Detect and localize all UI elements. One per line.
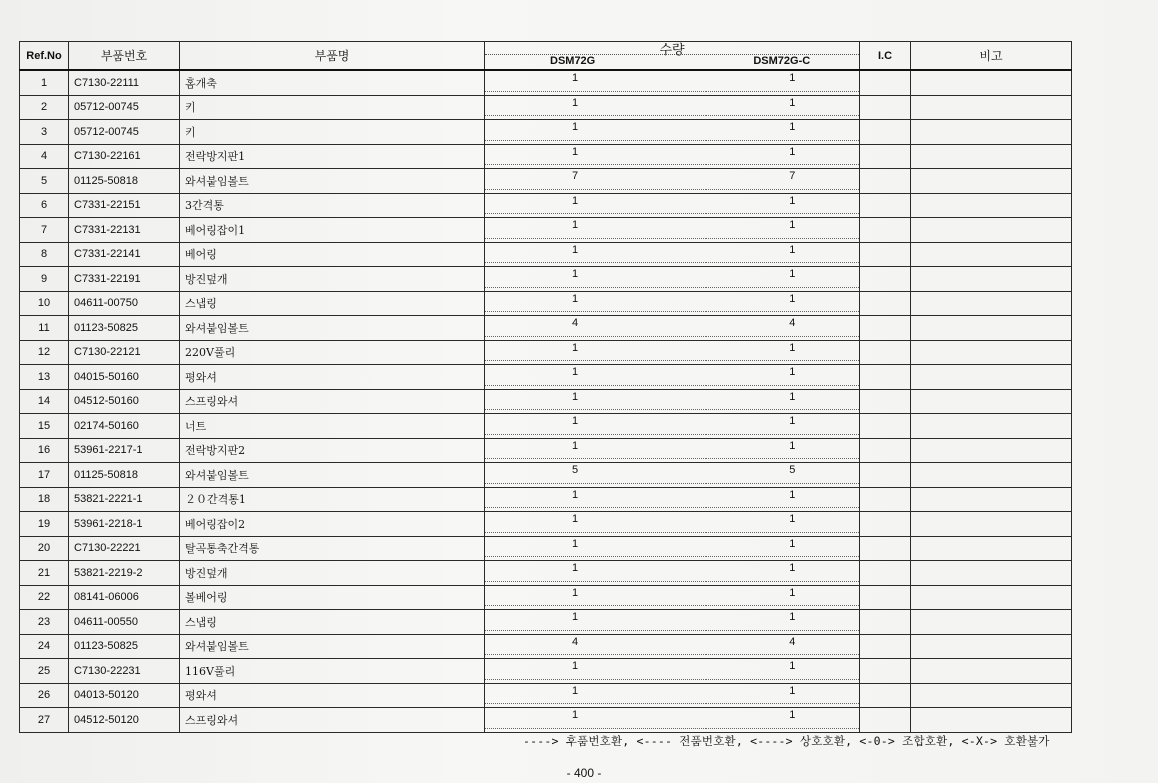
interchangeability-legend: ----> 후품번호환, <---- 전품번호환, <----> 상호호환, <-0-> 조합호환, <-X-> 호환불가 [523, 734, 1050, 748]
part-name-cell: 스프링와셔 [180, 708, 485, 733]
remarks-cell [911, 316, 1072, 341]
remarks-cell [911, 70, 1072, 95]
part-number-cell: 04512-50120 [69, 708, 180, 733]
remarks-cell [911, 120, 1072, 145]
ref-no-cell: 14 [20, 389, 69, 414]
ref-no-cell: 2 [20, 95, 69, 120]
quantity-model-1: 1 [485, 342, 706, 362]
table-row [20, 438, 1072, 463]
table-row [20, 512, 1072, 537]
quantity-model-1: 1 [485, 244, 706, 264]
part-name-cell: 220V풀리 [180, 340, 485, 365]
ic-cell [860, 634, 911, 659]
part-name-cell: 전락방지판2 [180, 438, 485, 463]
quantity-cell [485, 389, 860, 414]
header-remarks: 비고 [911, 42, 1072, 71]
ref-no-cell: 21 [20, 561, 69, 586]
ref-no-cell: 3 [20, 120, 69, 145]
quantity-cell [485, 683, 860, 708]
ref-no-cell: 25 [20, 659, 69, 684]
part-number-cell: 01125-50818 [69, 169, 180, 194]
ic-cell [860, 512, 911, 537]
quantity-model-2: 1 [706, 489, 860, 509]
remarks-cell [911, 242, 1072, 267]
part-name-cell: 평와셔 [180, 365, 485, 390]
ic-cell [860, 438, 911, 463]
part-number-cell: C7130-22221 [69, 536, 180, 561]
ic-cell [860, 144, 911, 169]
part-number-cell: C7130-22161 [69, 144, 180, 169]
remarks-cell [911, 95, 1072, 120]
part-name-cell: 전락방지판1 [180, 144, 485, 169]
header-part-number: 부품번호 [69, 42, 180, 71]
table-row [20, 659, 1072, 684]
quantity-model-1: 1 [485, 366, 706, 386]
table-row [20, 536, 1072, 561]
part-name-cell: 와셔붙임볼트 [180, 634, 485, 659]
remarks-cell [911, 536, 1072, 561]
part-number-cell: 04512-50160 [69, 389, 180, 414]
quantity-cell [485, 536, 860, 561]
quantity-cell [485, 634, 860, 659]
table-row [20, 463, 1072, 488]
quantity-model-2: 1 [706, 342, 860, 362]
ic-cell [860, 120, 911, 145]
ref-no-cell: 11 [20, 316, 69, 341]
ref-no-cell: 9 [20, 267, 69, 292]
part-number-cell: C7331-22151 [69, 193, 180, 218]
quantity-cell [485, 144, 860, 169]
header-model-2: DSM72G-C [753, 55, 811, 67]
part-name-cell: 키 [180, 120, 485, 145]
quantity-cell [485, 291, 860, 316]
ic-cell [860, 95, 911, 120]
remarks-cell [911, 193, 1072, 218]
remarks-cell [911, 438, 1072, 463]
quantity-model-2: 1 [706, 513, 860, 533]
quantity-cell [485, 585, 860, 610]
part-number-cell: C7331-22141 [69, 242, 180, 267]
ref-no-cell: 4 [20, 144, 69, 169]
table-row [20, 291, 1072, 316]
table-row [20, 267, 1072, 292]
table-row [20, 634, 1072, 659]
remarks-cell [911, 340, 1072, 365]
ref-no-cell: 26 [20, 683, 69, 708]
parts-table [19, 41, 1072, 733]
part-name-cell: 평와셔 [180, 683, 485, 708]
part-name-cell: ２０간격통1 [180, 487, 485, 512]
remarks-cell [911, 365, 1072, 390]
quantity-cell [485, 414, 860, 439]
quantity-model-1: 1 [485, 146, 706, 166]
remarks-cell [911, 169, 1072, 194]
ref-no-cell: 22 [20, 585, 69, 610]
remarks-cell [911, 683, 1072, 708]
part-number-cell: C7130-22231 [69, 659, 180, 684]
part-name-cell: 와셔붙임볼트 [180, 316, 485, 341]
header-quantity [485, 42, 860, 71]
quantity-cell [485, 120, 860, 145]
part-number-cell: 04013-50120 [69, 683, 180, 708]
ic-cell [860, 218, 911, 243]
quantity-model-1: 1 [485, 440, 706, 460]
ref-no-cell: 12 [20, 340, 69, 365]
header-model-1: DSM72G [550, 55, 596, 67]
table-row [20, 70, 1072, 95]
remarks-cell [911, 708, 1072, 733]
header-ref-no: Ref.No [20, 42, 69, 71]
quantity-cell [485, 512, 860, 537]
quantity-cell [485, 610, 860, 635]
part-number-cell: 04611-00750 [69, 291, 180, 316]
ref-no-cell: 20 [20, 536, 69, 561]
remarks-cell [911, 634, 1072, 659]
part-name-cell: 베어링 [180, 242, 485, 267]
quantity-cell [485, 95, 860, 120]
ref-no-cell: 7 [20, 218, 69, 243]
quantity-model-1: 1 [485, 195, 706, 215]
remarks-cell [911, 561, 1072, 586]
quantity-cell [485, 438, 860, 463]
ic-cell [860, 193, 911, 218]
ref-no-cell: 15 [20, 414, 69, 439]
header-models [485, 54, 859, 67]
quantity-model-1: 5 [485, 464, 706, 484]
quantity-model-2: 1 [706, 562, 860, 582]
part-name-cell: 키 [180, 95, 485, 120]
part-name-cell: 방진덮개 [180, 267, 485, 292]
remarks-cell [911, 487, 1072, 512]
quantity-model-1: 4 [485, 636, 706, 656]
table-body [20, 70, 1072, 732]
quantity-model-1: 1 [485, 513, 706, 533]
part-name-cell: 베어링잡이1 [180, 218, 485, 243]
table-row [20, 708, 1072, 733]
ref-no-cell: 24 [20, 634, 69, 659]
quantity-cell [485, 708, 860, 733]
part-name-cell: 너트 [180, 414, 485, 439]
ref-no-cell: 19 [20, 512, 69, 537]
quantity-model-1: 4 [485, 317, 706, 337]
quantity-model-1: 1 [485, 97, 706, 117]
table-row [20, 218, 1072, 243]
quantity-cell [485, 267, 860, 292]
quantity-cell [485, 463, 860, 488]
remarks-cell [911, 659, 1072, 684]
table-row [20, 193, 1072, 218]
part-name-cell: 탈곡통축간격통 [180, 536, 485, 561]
quantity-model-1: 1 [485, 121, 706, 141]
quantity-model-2: 1 [706, 538, 860, 558]
part-name-cell: 스냅링 [180, 610, 485, 635]
table-row [20, 561, 1072, 586]
part-number-cell: 53961-2217-1 [69, 438, 180, 463]
table-header [20, 42, 1072, 71]
quantity-model-1: 7 [485, 170, 706, 190]
ic-cell [860, 463, 911, 488]
quantity-model-1: 1 [485, 219, 706, 239]
part-number-cell: 04611-00550 [69, 610, 180, 635]
quantity-cell [485, 561, 860, 586]
quantity-model-2: 1 [706, 440, 860, 460]
part-name-cell: 베어링잡이2 [180, 512, 485, 537]
quantity-model-2: 1 [706, 244, 860, 264]
quantity-model-2: 1 [706, 709, 860, 729]
quantity-model-2: 7 [706, 170, 860, 190]
quantity-model-1: 1 [485, 562, 706, 582]
quantity-model-2: 1 [706, 415, 860, 435]
ic-cell [860, 659, 911, 684]
quantity-model-2: 1 [706, 268, 860, 288]
table-row [20, 389, 1072, 414]
remarks-cell [911, 218, 1072, 243]
quantity-model-1: 1 [485, 72, 706, 92]
part-number-cell: 53821-2221-1 [69, 487, 180, 512]
ref-no-cell: 8 [20, 242, 69, 267]
table-row [20, 487, 1072, 512]
quantity-model-1: 1 [485, 489, 706, 509]
header-ic: I.C [860, 42, 911, 71]
part-number-cell: C7331-22131 [69, 218, 180, 243]
remarks-cell [911, 610, 1072, 635]
ref-no-cell: 5 [20, 169, 69, 194]
ic-cell [860, 169, 911, 194]
quantity-model-1: 1 [485, 587, 706, 607]
ic-cell [860, 242, 911, 267]
quantity-model-2: 1 [706, 685, 860, 705]
ic-cell [860, 536, 911, 561]
quantity-cell [485, 193, 860, 218]
part-number-cell: 05712-00745 [69, 95, 180, 120]
remarks-cell [911, 389, 1072, 414]
part-name-cell: 와셔붙임볼트 [180, 169, 485, 194]
remarks-cell [911, 585, 1072, 610]
part-number-cell: 53961-2218-1 [69, 512, 180, 537]
quantity-model-1: 1 [485, 293, 706, 313]
quantity-model-1: 1 [485, 538, 706, 558]
part-number-cell: C7130-22121 [69, 340, 180, 365]
ic-cell [860, 70, 911, 95]
quantity-model-2: 1 [706, 121, 860, 141]
part-number-cell: 02174-50160 [69, 414, 180, 439]
table-row [20, 414, 1072, 439]
ref-no-cell: 10 [20, 291, 69, 316]
ic-cell [860, 414, 911, 439]
quantity-cell [485, 169, 860, 194]
ic-cell [860, 585, 911, 610]
quantity-model-2: 1 [706, 219, 860, 239]
table-row [20, 144, 1072, 169]
quantity-cell [485, 340, 860, 365]
quantity-cell [485, 659, 860, 684]
ic-cell [860, 291, 911, 316]
ref-no-cell: 16 [20, 438, 69, 463]
quantity-model-2: 1 [706, 195, 860, 215]
ic-cell [860, 561, 911, 586]
part-name-cell: 방진덮개 [180, 561, 485, 586]
quantity-model-2: 1 [706, 660, 860, 680]
remarks-cell [911, 267, 1072, 292]
part-name-cell: 스냅링 [180, 291, 485, 316]
table-row [20, 683, 1072, 708]
table-row [20, 610, 1072, 635]
quantity-model-2: 5 [706, 464, 860, 484]
part-name-cell: 와셔붙임볼트 [180, 463, 485, 488]
part-number-cell: 05712-00745 [69, 120, 180, 145]
quantity-cell [485, 242, 860, 267]
quantity-model-2: 1 [706, 72, 860, 92]
table-row [20, 169, 1072, 194]
header-part-name: 부품명 [180, 42, 485, 71]
ic-cell [860, 389, 911, 414]
part-name-cell: 3간격통 [180, 193, 485, 218]
part-name-cell: 116V풀리 [180, 659, 485, 684]
quantity-model-2: 1 [706, 293, 860, 313]
table-row [20, 365, 1072, 390]
ref-no-cell: 13 [20, 365, 69, 390]
ref-no-cell: 1 [20, 70, 69, 95]
part-number-cell: 53821-2219-2 [69, 561, 180, 586]
ref-no-cell: 18 [20, 487, 69, 512]
quantity-cell [485, 70, 860, 95]
quantity-model-2: 1 [706, 391, 860, 411]
quantity-cell [485, 218, 860, 243]
quantity-model-1: 1 [485, 391, 706, 411]
ic-cell [860, 365, 911, 390]
ref-no-cell: 6 [20, 193, 69, 218]
part-number-cell: C7130-22111 [69, 70, 180, 95]
remarks-cell [911, 463, 1072, 488]
part-name-cell: 스프링와셔 [180, 389, 485, 414]
part-number-cell: C7331-22191 [69, 267, 180, 292]
page-number: - 400 - [566, 766, 602, 780]
quantity-model-2: 1 [706, 611, 860, 631]
ic-cell [860, 487, 911, 512]
table-row [20, 242, 1072, 267]
remarks-cell [911, 144, 1072, 169]
quantity-model-1: 1 [485, 685, 706, 705]
table-row [20, 340, 1072, 365]
quantity-model-1: 1 [485, 611, 706, 631]
ic-cell [860, 708, 911, 733]
ic-cell [860, 267, 911, 292]
part-number-cell: 08141-06006 [69, 585, 180, 610]
ic-cell [860, 316, 911, 341]
part-name-cell: 홈개축 [180, 70, 485, 95]
ref-no-cell: 17 [20, 463, 69, 488]
quantity-model-2: 1 [706, 146, 860, 166]
quantity-model-1: 1 [485, 660, 706, 680]
remarks-cell [911, 291, 1072, 316]
ic-cell [860, 340, 911, 365]
ic-cell [860, 683, 911, 708]
table-row [20, 316, 1072, 341]
quantity-cell [485, 316, 860, 341]
part-number-cell: 01125-50818 [69, 463, 180, 488]
quantity-model-1: 1 [485, 415, 706, 435]
remarks-cell [911, 512, 1072, 537]
table-row [20, 585, 1072, 610]
table-row [20, 95, 1072, 120]
part-number-cell: 01123-50825 [69, 316, 180, 341]
quantity-model-2: 1 [706, 366, 860, 386]
quantity-model-1: 1 [485, 709, 706, 729]
quantity-model-2: 1 [706, 97, 860, 117]
quantity-cell [485, 365, 860, 390]
ic-cell [860, 610, 911, 635]
remarks-cell [911, 414, 1072, 439]
part-number-cell: 01123-50825 [69, 634, 180, 659]
part-number-cell: 04015-50160 [69, 365, 180, 390]
quantity-model-2: 4 [706, 636, 860, 656]
quantity-model-2: 4 [706, 317, 860, 337]
part-name-cell: 볼베어링 [180, 585, 485, 610]
quantity-cell [485, 487, 860, 512]
ref-no-cell: 23 [20, 610, 69, 635]
ref-no-cell: 27 [20, 708, 69, 733]
header-quantity-title: 수량 [659, 43, 685, 58]
quantity-model-1: 1 [485, 268, 706, 288]
quantity-model-2: 1 [706, 587, 860, 607]
table-row [20, 120, 1072, 145]
